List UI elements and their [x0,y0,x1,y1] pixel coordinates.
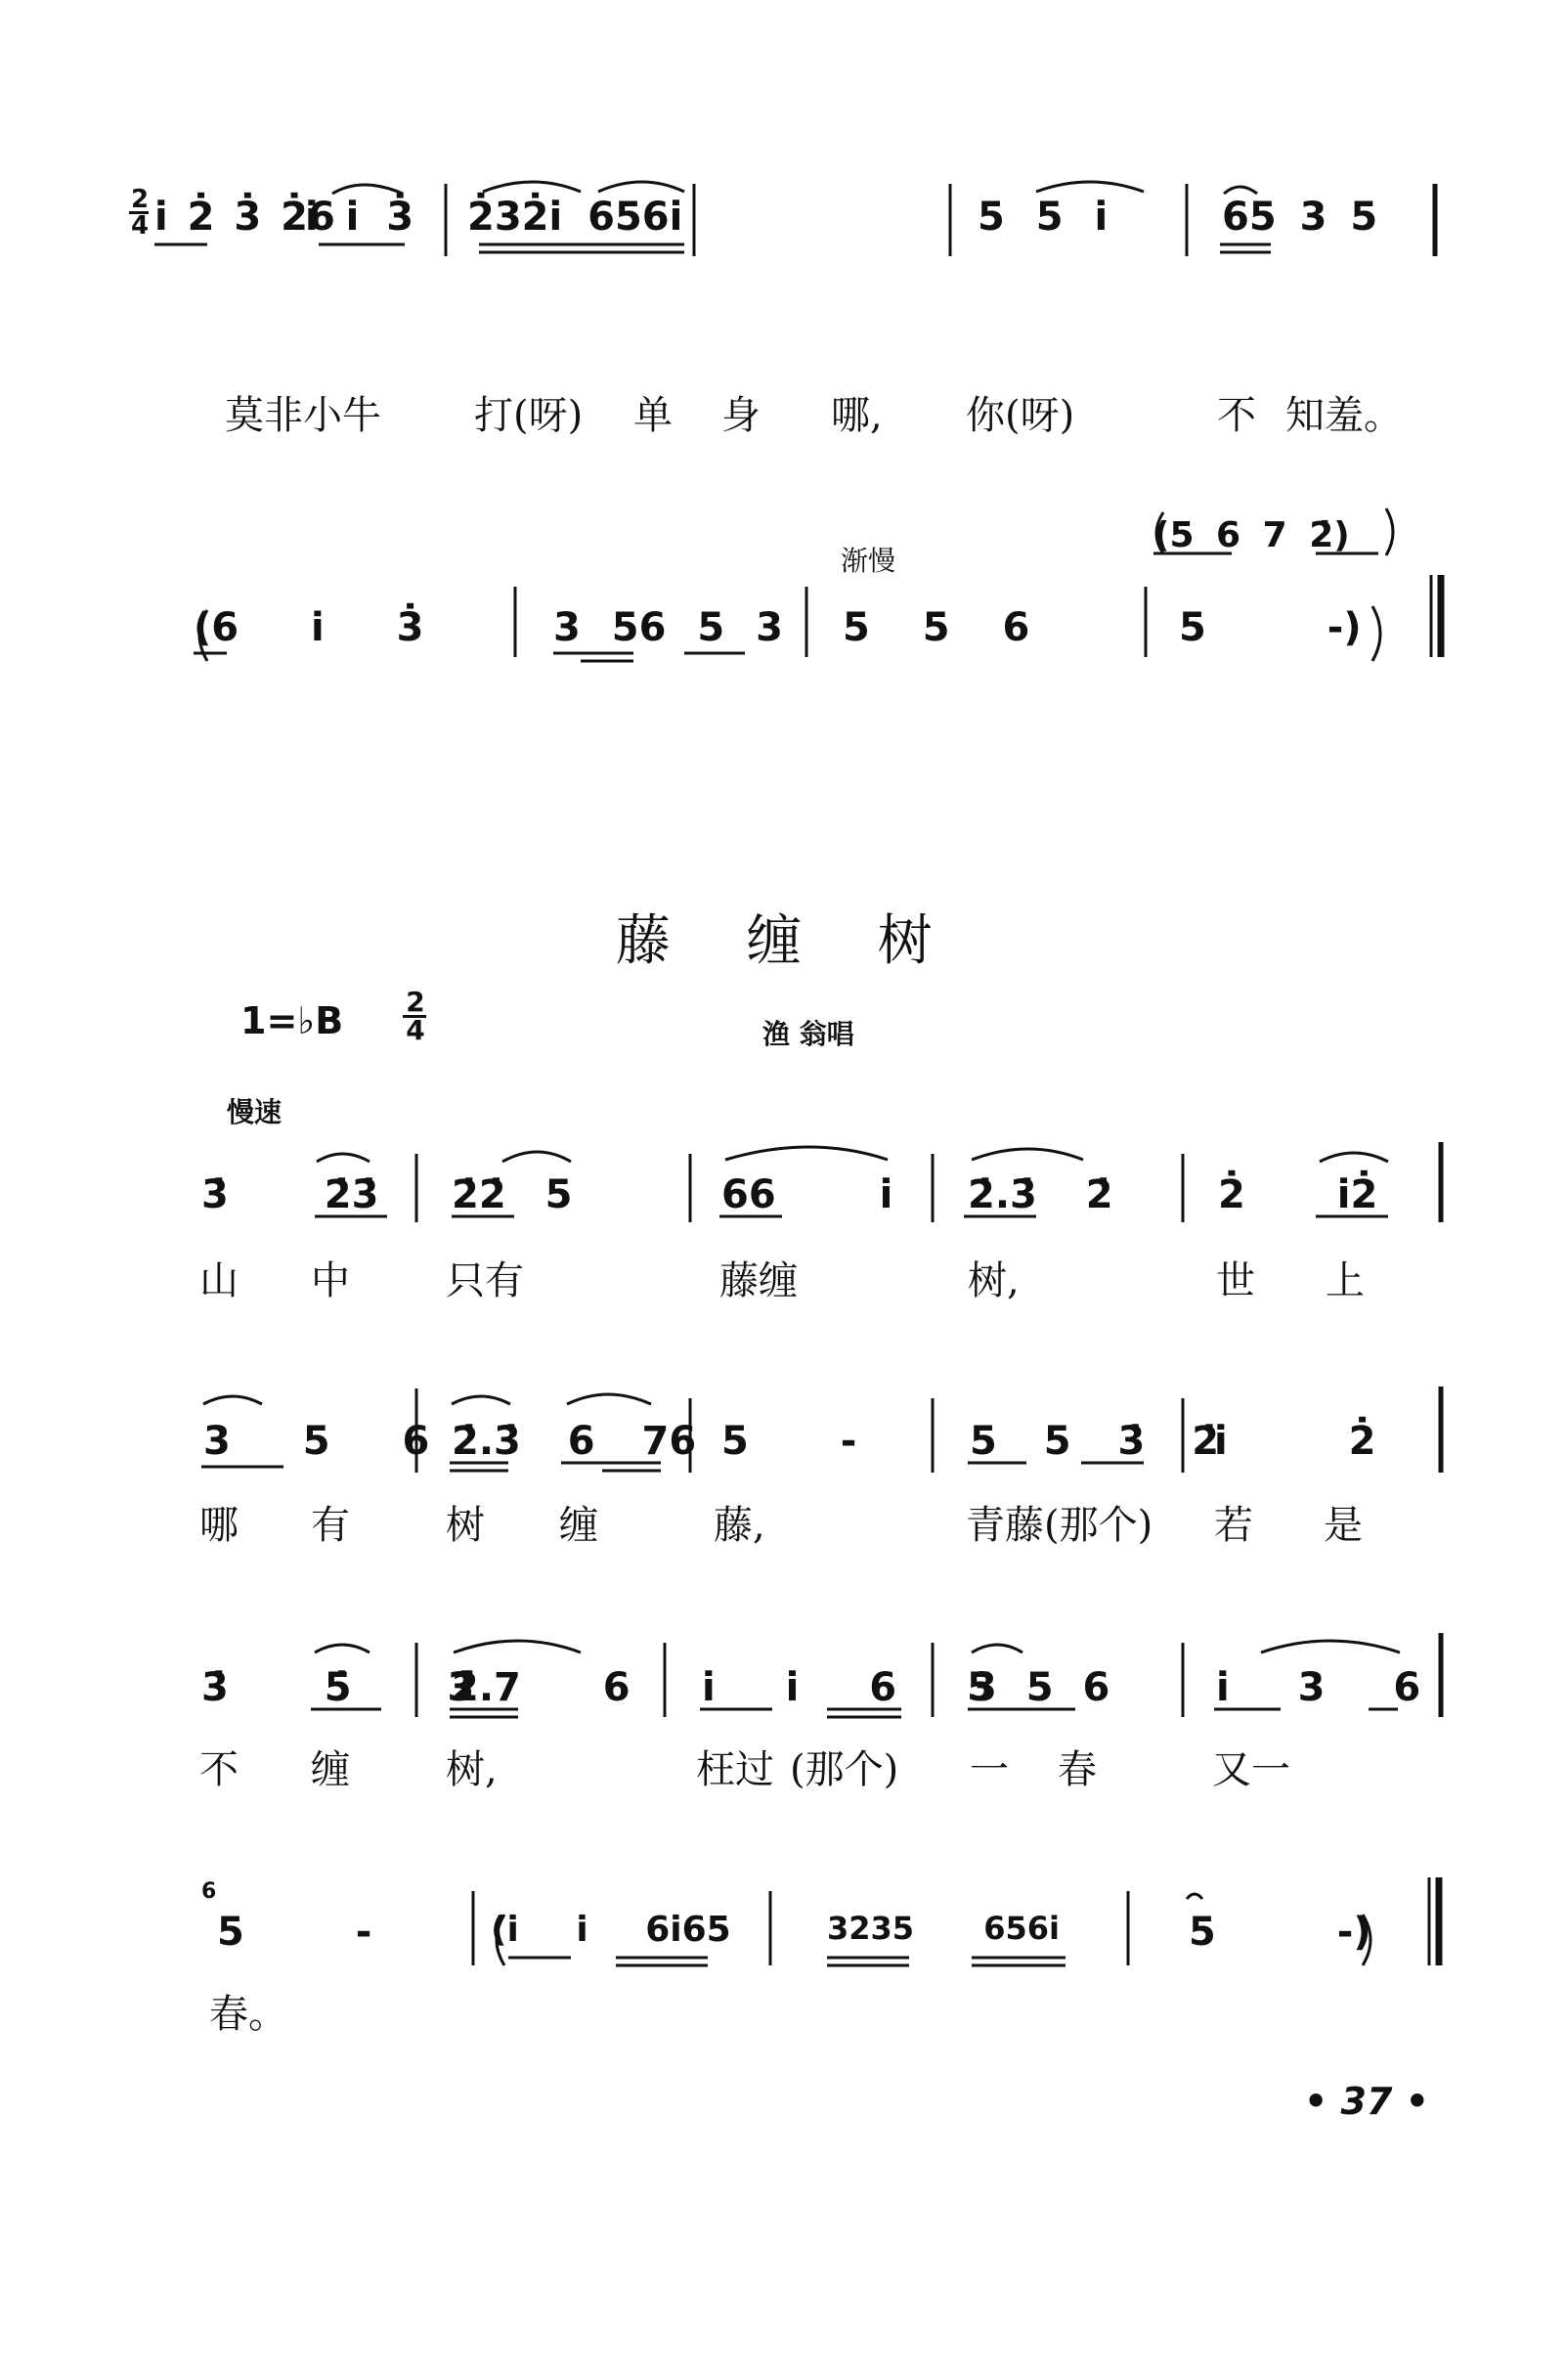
measure-s1-4: 2̇.3̇ 2̇ [968,1172,1113,1217]
lyric-s2-1: 哪 [199,1503,239,1548]
lyric-s1-6: 世 [1216,1258,1255,1303]
lyric-s2-6: 青藤(那个) [966,1503,1153,1548]
measure-s4-1: 5 - [217,1910,372,1955]
measure-s3-1: 3̇ 5̇ 3̇ [201,1665,475,1710]
lyric-top-1: 莫非小牛 [225,393,381,438]
time-signature-top: 2 4 [130,185,150,241]
measure-s4-3: 3235 656i̇ [827,1910,1060,1947]
lyric-top-2: 打(呀) [474,393,584,438]
lyric-s2-5: 藤, [714,1503,765,1548]
measure-s3-2: 2̇.7 6 [452,1665,631,1710]
lyric-s3-1: 不 [199,1747,239,1792]
measure-s2-2: 2̇.3̇ 6 76 [452,1419,697,1464]
lyric-s3-2: 缠 [311,1747,350,1792]
lyric-s3-7: 春 [1058,1747,1097,1792]
lyric-s2-7: 若 [1214,1503,1253,1548]
lyric-s1-4: 藤缠 [719,1258,798,1303]
slurs [199,182,1400,1965]
lyric-s1-5: 树, [968,1258,1020,1303]
measure-s2-4: 5 5 3̇ 2̇ [970,1419,1220,1464]
lyric-s2-4: 缠 [559,1503,598,1548]
song-title: 藤 缠 树 [616,909,933,973]
tempo-marking-gradual-slow: 渐慢 [841,545,896,577]
tempo-marking-slow: 慢速 [227,1096,283,1128]
lyric-s3-3: 树, [446,1747,498,1792]
beams-underlines [154,244,1398,1965]
lyric-s2-2: 有 [311,1503,350,1548]
lyric-s3-8: 又一 [1212,1747,1290,1792]
key-signature: 1=♭B [240,999,344,1042]
measure-s2-1: 3 5 6 [203,1419,430,1464]
measure-s2-3: 5 - [721,1419,857,1464]
ossia-measure: (5 6 7 2̇) [1153,515,1350,555]
lyric-s3-4: 枉过 [696,1747,774,1792]
measure-s1-1: 3̇ 2̇3̇ [201,1172,379,1217]
barlines [416,184,1441,1965]
lyric-top-3: 单 [633,393,673,438]
page-number: • 37 • [1304,2080,1429,2123]
measure-s4-4: 5 -) [1189,1910,1371,1955]
measure-s3-3: i̇ i̇ 6 5 [702,1665,994,1710]
lyric-s1-3: 只有 [446,1258,524,1303]
measure-top-5: 65 3 5 [1222,195,1378,240]
lyric-top-6: 你(呀) [966,393,1075,438]
time-signature-song: 2 4 [403,990,428,1043]
measure-top-1: i̇ 2̇ 3̇ 2̇6 [154,195,335,240]
measure-top-row2-3: 5 5 6 [843,605,1030,650]
lyric-s2-3: 树 [446,1503,485,1548]
lyric-top-8: 知羞。 [1285,393,1403,438]
measure-s4-2: (i̇ i̇ 6i̇65 [491,1910,731,1950]
lyric-top-5: 哪, [831,393,883,438]
grace-note: 6 [201,1879,217,1904]
lyric-top-4: 身 [721,393,761,438]
singer-credit: 渔 翁唱 [762,1018,854,1050]
lyric-top-7: 不 [1217,393,1256,438]
lyric-s2-8: 是 [1324,1503,1363,1548]
measure-top-row2-1: (6 i 3̇ [194,605,424,650]
measure-top-row2-4: 5 -) [1179,605,1362,650]
measure-s2-5: i̇ 2̇ [1214,1419,1376,1464]
measure-s1-3: 66 i̇ [721,1172,893,1217]
lyric-s1-2: 中 [311,1258,350,1303]
lyric-s3-6: 一 [970,1747,1009,1792]
measure-s3-4: 3 5 6 [970,1665,1110,1710]
measure-top-4: 5 5 i̇ [978,195,1109,240]
measure-s1-2: 2̇2̇ 5 [452,1172,573,1217]
measure-top-2: i̇ i̇ 3̇ [305,195,414,240]
lyric-s3-5: (那个) [790,1747,899,1792]
measure-top-3: 2̇32̇i̇ 656i̇ [467,195,683,240]
lyric-s4-1: 春。 [209,1992,287,2037]
measure-s1-5: 2̇ i̇2̇ [1218,1172,1378,1217]
lyric-s1-7: 上 [1326,1258,1365,1303]
measure-s3-5: i̇ 3 6 [1216,1665,1421,1710]
measure-top-row2-2: 3 56 5 3 [553,605,783,650]
lyric-s1-1: 山 [199,1258,239,1303]
